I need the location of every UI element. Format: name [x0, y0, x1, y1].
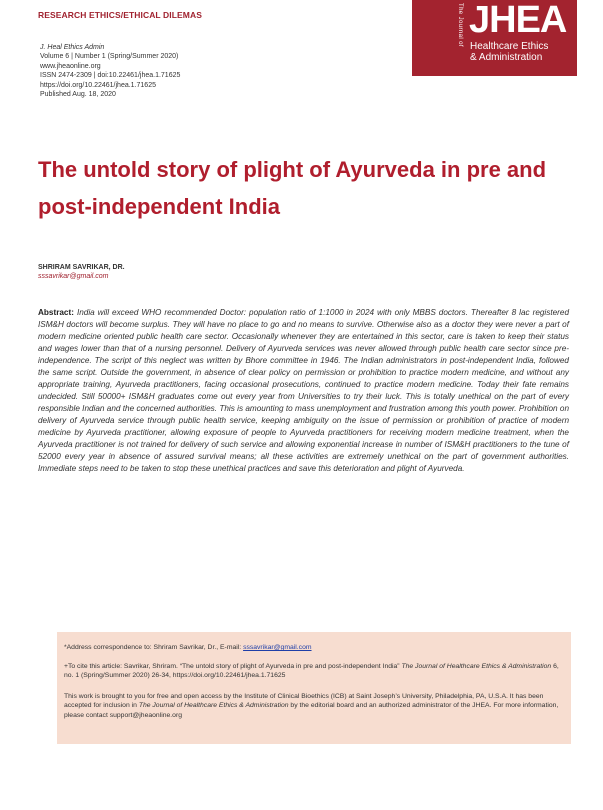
- cite-suffix: 6, no. 1 (Spring/Summer 2020) 26-34, https://doi.org/10.22461/jhea.1.71625: [64, 663, 559, 680]
- author-name: SHRIRAM SAVRIKAR, DR.: [38, 264, 125, 271]
- logo-subtitle-line1: Healthcare Ethics: [470, 41, 549, 52]
- abstract-text: India will exceed WHO recommended Doctor: population ratio of 1:1000 in 2024 with only MBBS doctors. Thereafter 8 lac registered ISM&H doctors will become surplus. They will have no place to go and no means to survive. Otherwise also as a doctor they were never a part of modern medicine oriented public health care sector. Occasionally whenever they are entertained in this sector, care is taken to keep their status and wages lower than that of a nursing personnel. Delivery of Ayurveda services was never allowed through public health care sector since pre-independence. The script of this neglect was written by Bhore committee in 1946. The Indian administrators in post-independent India, followed the same script. Outside the government, in absence of clear policy on permission or prohibition to practice modern medicine, and without any appropriate training, Ayurveda practitioners, facing occasional prosecutions, continued to practice modern medicine. Today their fate remains undecided. Still 50000+ ISM&H graduates come out every year from Universities to try their luck. This is totally unethical on the part of every responsible Indian and the concerned authorities. This is amounting to mass unemployment and frustration among this youth power. Prohibition on delivery of Ayurveda service through public health service, keeping ambiguity on the issue of permission or prohibition of practice of modern medicine by Ayurveda practitioner, allowing exposure of people to Ayurveda practitioners for receiving modern medicine treatment, when the Ayurveda practitioner is not trained for delivery of such service and allowing exponential increase in number of ISM&H practitioners to the tune of 52000 every year in absence of assured survival means; all these activities are extremely unethical on the part of government authorities. Immediate steps need to be taken to stop these unethical practices and save this deterioration and plight of Ayurveda.: [38, 308, 569, 473]
- cite-journal: The Journal of Healthcare Ethics & Administration: [401, 663, 552, 670]
- abstract-label: Abstract:: [38, 308, 74, 317]
- abstract: [38, 307, 569, 475]
- correspondence-email-link[interactable]: sssavrikar@gmail.com: [243, 644, 312, 651]
- logo-subtitle-line2: & Administration: [470, 51, 543, 63]
- logo-big-text: JHEA: [469, 0, 567, 41]
- cite-this-article: [64, 662, 564, 681]
- citation-box: [57, 632, 571, 744]
- journal-metadata: [40, 43, 180, 99]
- volume-info: Volume 6 | Number 1 (Spring/Summer 2020): [40, 53, 179, 61]
- journal-abbrev: J. Heal Ethics Admin: [40, 44, 105, 51]
- correspondence-prefix: *Address correspondence to: Shriram Savrikar, Dr., E-mail:: [64, 644, 244, 651]
- issn-doi: ISSN 2474-2309 | doi:10.22461/jhea.1.71625: [40, 72, 181, 80]
- journal-logo: [412, 0, 577, 76]
- access-statement: [64, 692, 564, 720]
- journal-website-link[interactable]: www.jheaonline.org: [40, 62, 101, 70]
- access-journal: The Journal of Healthcare Ethics & Administration: [138, 702, 289, 710]
- correspondence-note: [64, 643, 564, 652]
- author-email-link[interactable]: sssavrikar@gmail.com: [38, 273, 109, 280]
- published-date: Published Aug. 18, 2020: [40, 91, 116, 99]
- doi-link[interactable]: https://doi.org/10.22461/jhea.1.71625: [40, 81, 156, 89]
- article-title: The untold story of plight of Ayurveda in pre and post-independent India: [38, 157, 547, 219]
- logo-vertical-text: The Journal of: [457, 3, 463, 47]
- access-suffix: by the editorial board and an authorized administrator of the JHEA. For more information, please contact support@jheaonline.org: [64, 702, 559, 719]
- logo-subtitle: [470, 42, 575, 63]
- section-label: RESEARCH ETHICS/ETHICAL DILEMAS: [38, 10, 202, 20]
- access-prefix: This work is brought to you for free and open access by the Institute of Clinical Bioethics (ICB) at Saint Joseph’s University, Philadelphia, PA, U.S.A. It has been accepted for inclusion in: [64, 693, 544, 710]
- cite-prefix: +To cite this article: Savrikar, Shriram. “The untold story of plight of Ayurveda in pre and post-independent India”: [64, 663, 402, 670]
